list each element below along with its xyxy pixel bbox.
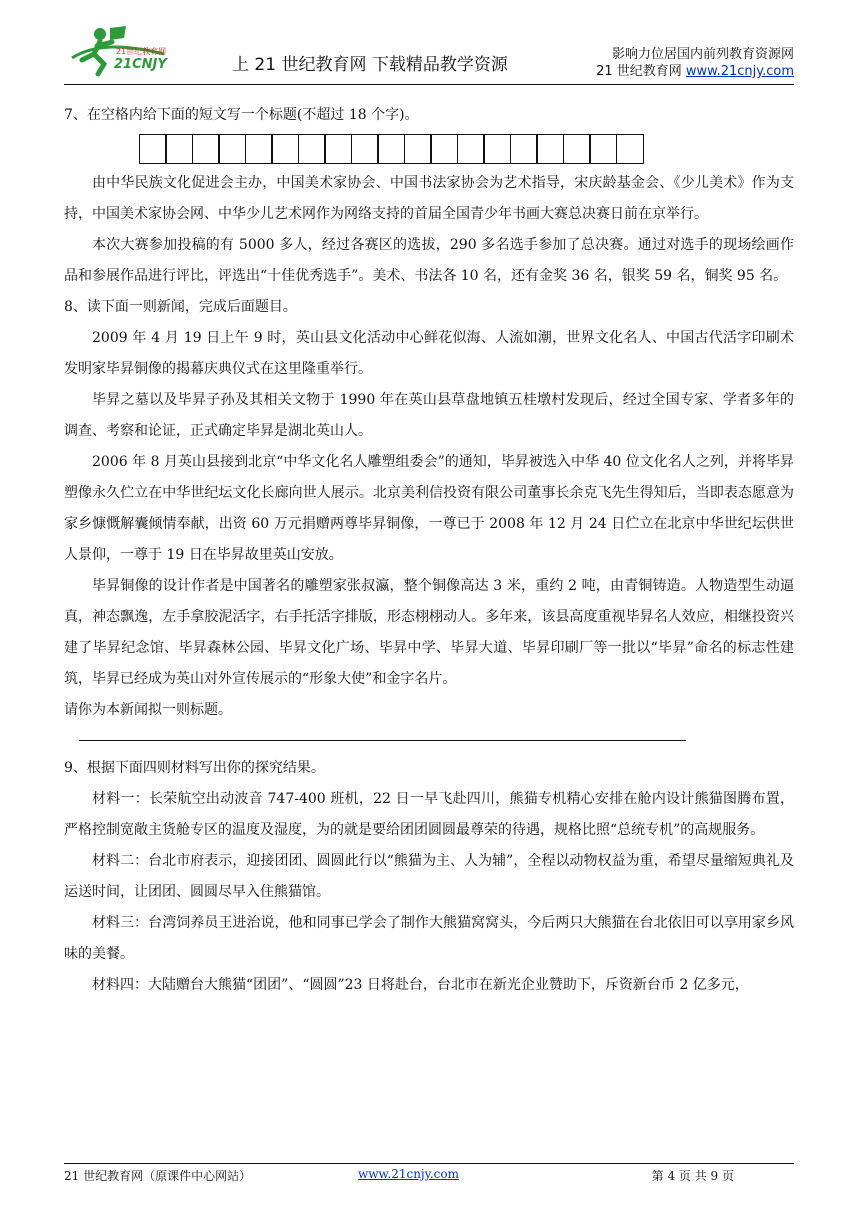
document-body [64,100,794,1001]
answer-box[interactable] [430,134,458,164]
q9-material: 材料二：台北市府表示，迎接团团、圆圆此行以“熊猫为主、人为辅”，全程以动物权益为重，希望尽量缩短典礼及运送时间，让团团、圆圆尽早入住熊猫馆。 [64,853,794,900]
answer-box[interactable] [245,134,273,164]
q8-answer-line[interactable] [79,740,686,741]
q8-paragraph: 2006 年 8 月英山县接到北京“中华文化名人雕塑组委会”的通知，毕昇被选入中华 40 位文化名人之列，并将毕昇塑像永久伫立在中华世纪坛文化长廊向世人展示。北京美利信投资有限公司董事长余克飞先生得知后，当即表态愿意为家乡慷慨解囊倾情奉献，出资 60 万元捐赠两尊毕昇铜像，一尊已于 2008 年 12 月 24 日伫立在北京中华世纪坛供世人景仰，一尊于 19 日在毕昇故里英山安放。 [64,454,794,563]
page-footer [64,1167,794,1187]
answer-box[interactable] [589,134,617,164]
answer-box[interactable] [192,134,220,164]
question-9-prompt: 9、根据下面四则材料写出你的探究结果。 [64,760,325,776]
q7-paragraph: 由中华民族文化促进会主办，中国美术家协会、中国书法家协会为艺术指导，宋庆龄基金会、《少儿美术》作为支持，中国美术家协会网、中华少儿艺术网作为网络支持的首届全国青少年书画大赛总决赛日前在京举行。 [64,175,794,222]
answer-box[interactable] [536,134,564,164]
question-8-prompt: 8、读下面一则新闻，完成后面题目。 [64,299,297,315]
q8-paragraph: 毕昇之墓以及毕昇子孙及其相关文物于 1990 年在英山县草盘地镇五桂墩村发现后，经过全国专家、学者多年的调查、考察和论证，正式确定毕昇是湖北英山人。 [64,392,794,439]
header-site-link[interactable]: www.21cnjy.com [685,64,794,79]
answer-box[interactable] [563,134,591,164]
answer-box[interactable] [377,134,405,164]
answer-box[interactable] [271,134,299,164]
svg-text:21世纪教育网: 21世纪教育网 [116,47,167,56]
footer-site-name: 21 世纪教育网（原课件中心网站） [64,1169,252,1183]
q9-material: 材料三：台湾饲养员王进治说，他和同事已学会了制作大熊猫窝窝头，今后两只大熊猫在台北依旧可以享用家乡风味的美餐。 [64,915,794,962]
q9-material: 材料四：大陆赠台大熊猫“团团”、“圆圆”23 日将赴台，台北市在新光企业赞助下，斥资新台币 2 亿多元， [92,977,749,993]
answer-box[interactable] [616,134,644,164]
answer-box[interactable] [457,134,485,164]
answer-box[interactable] [298,134,326,164]
answer-box[interactable] [510,134,538,164]
question-7-prompt: 7、在空格内给下面的短文写一个标题(不超过 18 个字)。 [64,107,419,123]
q8-paragraph: 毕昇铜像的设计作者是中国著名的雕塑家张叔瀛，整个铜像高达 3 米，重约 2 吨，由青铜铸造。人物造型生动逼真，神态飘逸，左手拿胶泥活字，右手托活字排版，形态栩栩动人。多年来，该县高度重视毕昇名人效应，相继投资兴建了毕昇纪念馆、毕昇森林公园、毕昇文化广场、毕昇中学、毕昇大道、毕昇印刷厂等一批以“毕昇”命名的标志性建筑，毕昇已经成为英山对外宣传展示的“形象大使”和金字名片。 [64,578,794,687]
answer-box[interactable] [324,134,352,164]
header-slogan-line2: 21 世纪教育网 www.21cnjy.com [596,64,794,79]
answer-box[interactable] [139,134,167,164]
answer-box[interactable] [165,134,193,164]
q9-material: 材料一：长荣航空出动波音 747-400 班机，22 日一早飞赴四川，熊猫专机精心安排在舱内设计熊猫图腾布置，严格控制宽敞主货舱专区的温度及湿度，为的就是要给团团圆圆最尊荣的待遇，规格比照“总统专机”的高规服务。 [64,791,794,838]
footer-divider [64,1163,794,1164]
q8-task: 请你为本新闻拟一则标题。 [64,702,232,718]
header-slogan-line1: 影响力位居国内前列教育资源网 [611,47,794,62]
title-answer-boxes[interactable] [140,134,794,164]
answer-box[interactable] [404,134,432,164]
header-divider [64,84,794,85]
svg-text:21CNJY: 21CNJY [114,57,167,72]
answer-box[interactable] [351,134,379,164]
footer-page-number: 第 4 页 共 9 页 [651,1169,734,1183]
header-title: 上 21 世纪教育网 下载精品教学资源 [232,55,508,75]
q7-paragraph: 本次大赛参加投稿的有 5000 多人，经过各赛区的选拔，290 多名选手参加了总决赛。通过对选手的现场绘画作品和参展作品进行评比，评选出“十佳优秀选手”。美术、书法各 10 名，还有金奖 36 名，银奖 59 名，铜奖 95 名。 [64,237,794,284]
header-slogan [596,46,794,80]
footer-site-link[interactable]: www.21cnjy.com [358,1167,459,1181]
answer-box[interactable] [483,134,511,164]
q8-paragraph: 2009 年 4 月 19 日上午 9 时，英山县文化活动中心鲜花似海、人流如潮，世界文化名人、中国古代活字印刷术发明家毕昇铜像的揭幕庆典仪式在这里隆重举行。 [64,330,794,377]
answer-box[interactable] [218,134,246,164]
page-header [0,0,860,90]
logo-21cnjy [64,24,174,84]
